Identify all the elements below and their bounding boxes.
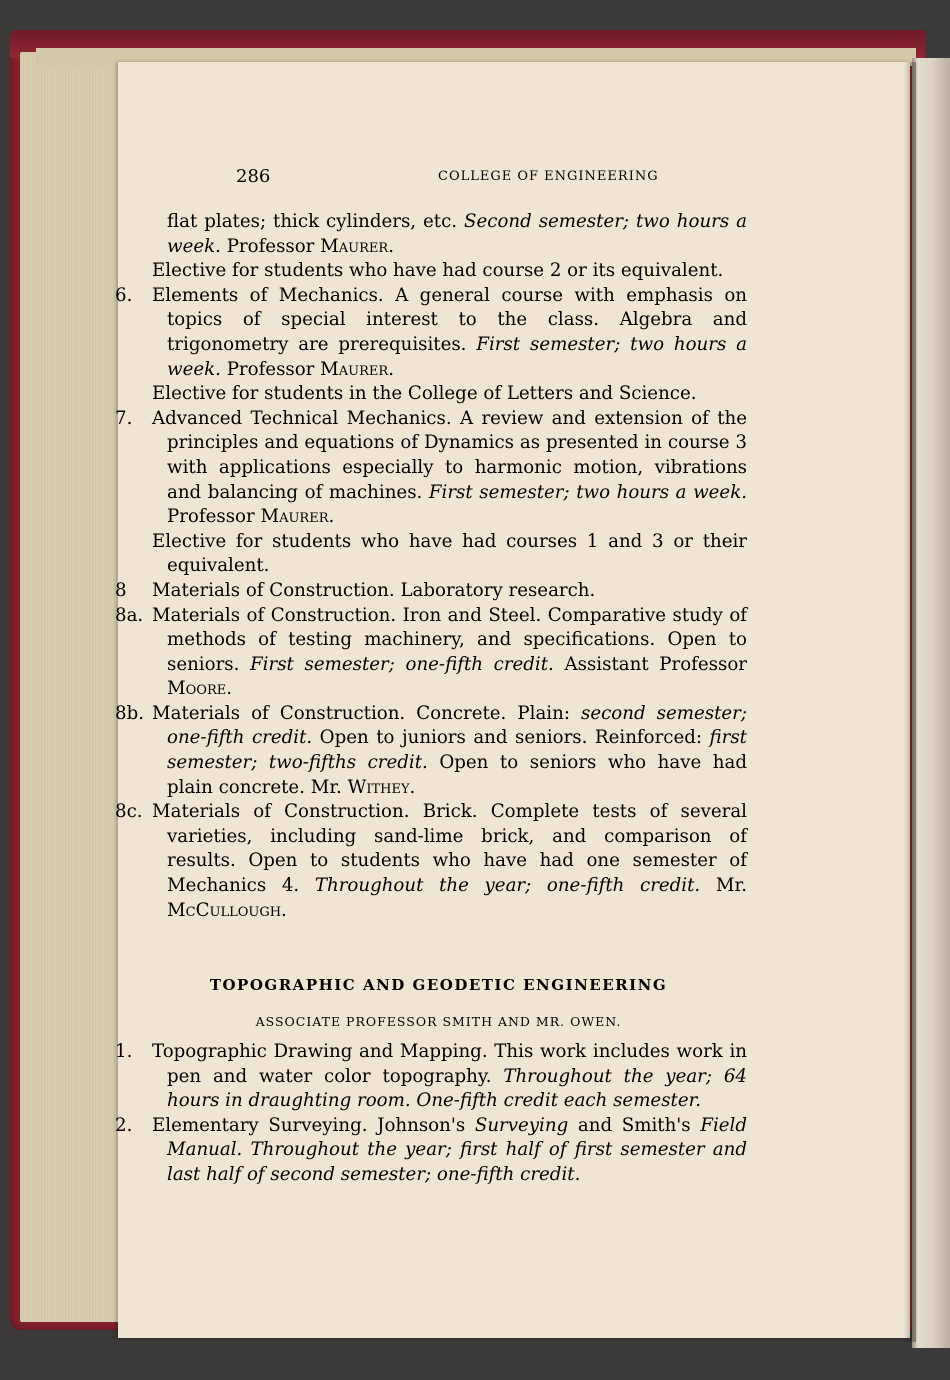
entry-text: Materials of Construction. Concrete. Plain: second semester; one-fifth credit. Open to juniors and seniors. Reinforced: first semester; two-fifths credit. Open to seniors who have had plain concrete. Mr. Withey. <box>152 702 748 798</box>
entry-text: flat plates; thick cylinders, etc. Second semester; two hours a week. Professor Maurer. <box>167 211 747 257</box>
elective-note <box>130 530 747 579</box>
course-number: 8c. <box>115 801 143 823</box>
course-number: 8a. <box>115 604 144 626</box>
running-title: COLLEGE OF ENGINEERING <box>438 169 659 184</box>
course-entry <box>115 1040 747 1114</box>
entry-text: Elements of Mechanics. A general course with emphasis on topics of special interest to the class. Algebra and trigonometry are prerequisites. First semester; two hours a week. Professor Maurer. <box>152 284 747 380</box>
section-heading: TOPOGRAPHIC AND GEODETIC ENGINEERING <box>209 976 668 994</box>
course-number: 6. <box>115 284 133 306</box>
entry-text: Materials of Construction. Iron and Steel. Comparative study of methods of testing machinery, and specifications. Open to seniors. First semester; one-fifth credit. Assistant Professor Moore. <box>152 604 747 700</box>
page-edges-left <box>20 52 133 1322</box>
entry-text: Materials of Construction. Laboratory research. <box>152 579 596 601</box>
course-list-mechanics <box>115 210 748 923</box>
course-number: 8 <box>115 579 127 601</box>
course-entry <box>115 604 747 702</box>
course-entry <box>115 579 747 604</box>
course-list-topographic <box>115 1040 747 1188</box>
facing-page-stack <box>912 58 950 1348</box>
entry-text: Topographic Drawing and Mapping. This work includes work in pen and water color topography. Throughout the year; 64 hours in draughting room. One-fifth credit each semester. <box>152 1041 747 1112</box>
gutter-shadow <box>904 62 916 1342</box>
entry-continuation <box>130 210 747 259</box>
course-number: 2. <box>115 1114 133 1136</box>
entry-text: Advanced Technical Mechanics. A review and extension of the principles and equations of Dynamics as presented in course 3 with applications especially to harmonic motion, vibrations and balancing of machines. First semester; two hours a week. Professor Maurer. <box>152 407 747 528</box>
course-number: 7. <box>115 407 133 429</box>
elective-note <box>130 382 747 407</box>
course-entry <box>115 702 748 800</box>
elective-note <box>130 259 747 284</box>
page-number: 286 <box>236 166 271 187</box>
entry-text: Elective for students who have had course 2 or its equivalent. <box>152 260 724 282</box>
entry-text: Elective for students who have had courses 1 and 3 or their equivalent. <box>152 530 747 577</box>
entry-text: Elementary Surveying. Johnson's Surveying and Smith's Field Manual. Throughout the year; first half of first semester and last half of second semester; one-fifth credit. <box>152 1114 747 1185</box>
course-entry <box>115 407 747 530</box>
course-entry <box>115 1114 747 1188</box>
course-entry <box>115 284 747 382</box>
section-staff: ASSOCIATE PROFESSOR SMITH AND MR. OWEN. <box>255 1014 622 1029</box>
course-number: 8b. <box>115 702 144 724</box>
course-number: 1. <box>115 1041 133 1062</box>
course-entry <box>115 800 747 923</box>
entry-text: Materials of Construction. Brick. Complete tests of several varieties, including sand-lime brick, and comparison of results. Open to students who have had one semester of Mechanics 4. Throughout the year; one-fifth credit. Mr. McCullough. <box>152 801 747 921</box>
entry-text: Elective for students in the College of Letters and Science. <box>152 383 697 405</box>
